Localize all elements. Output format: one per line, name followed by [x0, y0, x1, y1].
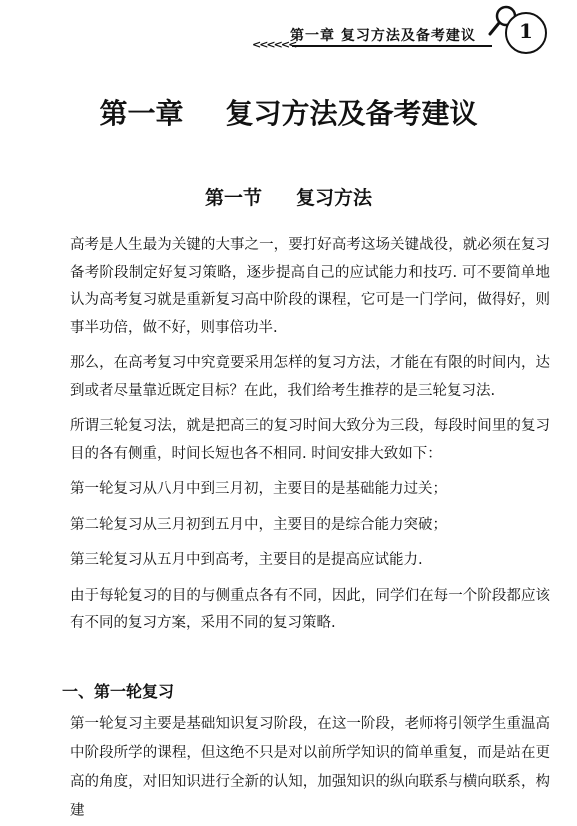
- header-arrows-decoration: <<<<<<: [252, 38, 296, 51]
- chapter-title-number: 第一章: [99, 97, 184, 130]
- page-number: 1: [519, 19, 533, 43]
- subheading: 一、第一轮复习: [62, 682, 175, 701]
- header-title: 第一章 复习方法及备考建议: [290, 28, 476, 44]
- paragraph: 所谓三轮复习法，就是把高三的复习时间大致分为三段，每段时间里的复习目的各有侧重，时间长短也各不相同. 时间安排大致如下：: [70, 418, 550, 462]
- page-number-badge: [505, 12, 547, 54]
- body-text: [70, 232, 550, 646]
- chapter-title-text: 复习方法及备考建议: [225, 97, 478, 130]
- header-rule: [292, 45, 492, 47]
- paragraph: 第一轮复习主要是基础知识复习阶段，在这一阶段，老师将引领学生重温高中阶段所学的课程，但这绝不只是对以前所学知识的简单重复，而是站在更高的角度，对旧知识进行全新的认知，加强知识的纵向联系与横向联系，构建: [70, 716, 550, 819]
- chapter-title: [0, 92, 577, 132]
- paragraph: 由于每轮复习的目的与侧重点各有不同，因此，同学们在每一个阶段都应该有不同的复习方案，采用不同的复习策略.: [70, 587, 550, 631]
- paragraph: 第二轮复习从三月初到五月中，主要目的是综合能力突破；: [70, 516, 447, 533]
- paragraph: 高考是人生最为关键的大事之一，要打好高考这场关键战役，就必须在复习备考阶段制定好复习策略，逐步提高自己的应试能力和技巧. 可不要简单地认为高考复习就是重新复习高中阶段的课程，它可是一门学问，做得好，则事半功倍，做不好，则事倍功半.: [70, 237, 550, 336]
- body-text-continued: [70, 710, 550, 826]
- paragraph: 那么，在高考复习中究竟要采用怎样的复习方法，才能在有限的时间内，达到或者尽量靠近既定目标？在此，我们给考生推荐的是三轮复习法.: [70, 355, 550, 399]
- paragraph: 第一轮复习从八月中到三月初，主要目的是基础能力过关；: [70, 481, 447, 497]
- section-title-number: 第一节: [204, 187, 262, 209]
- running-header: [0, 0, 577, 70]
- section-title: [0, 183, 577, 210]
- section-title-text: 复习方法: [296, 187, 373, 209]
- paragraph: 第三轮复习从五月中到高考，主要目的是提高应试能力.: [70, 552, 423, 568]
